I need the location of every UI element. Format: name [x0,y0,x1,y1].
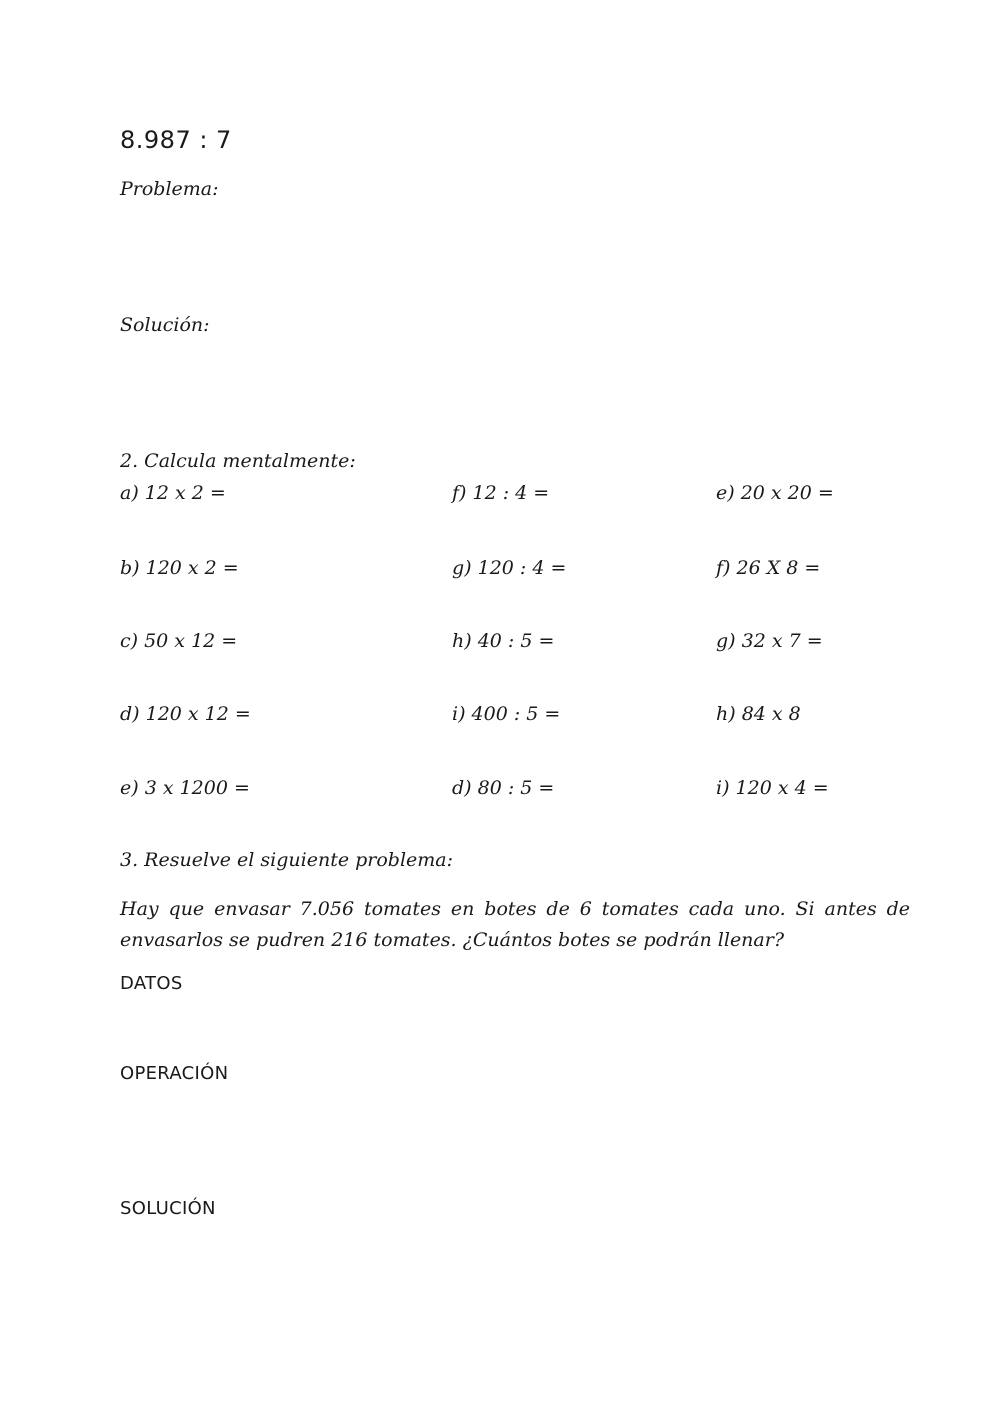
problem-statement: Hay que envasar 7.056 tomates en botes de 6 tomates cada uno. Si antes de envasarlos se pudren 216 tomates. ¿Cuántos botes se podrán llenar? [120,898,910,951]
mental-calc-item: b) 120 x 2 = [120,557,239,579]
mental-calc-item: c) 50 x 12 = [120,630,238,652]
mental-calc-item: h) 84 x 8 [716,703,801,725]
mental-calc-item: e) 3 x 1200 = [120,777,250,799]
mental-calc-item: d) 80 : 5 = [452,777,555,799]
solucion-final-label: SOLUCIÓN [120,1198,216,1219]
mental-calc-item: i) 400 : 5 = [452,703,561,725]
mental-calc-item: f) 12 : 4 = [452,482,550,504]
mental-calc-item: f) 26 X 8 = [716,557,821,579]
section-3-title: 3. Resuelve el siguiente problema: [120,849,454,871]
mental-calc-item: g) 120 : 4 = [452,557,567,579]
division-exercise: 8.987 : 7 [120,126,232,154]
datos-label: DATOS [120,973,183,994]
mental-calc-item: g) 32 x 7 = [716,630,823,652]
mental-calc-item: e) 20 x 20 = [716,482,834,504]
mental-calc-item: h) 40 : 5 = [452,630,555,652]
solucion-label: Solución: [120,314,210,336]
mental-calc-item: d) 120 x 12 = [120,703,251,725]
problema-label: Problema: [120,178,219,200]
mental-calc-item: a) 12 x 2 = [120,482,226,504]
section-2-title: 2. Calcula mentalmente: [120,450,356,472]
operacion-label: OPERACIÓN [120,1063,229,1084]
mental-calc-item: i) 120 x 4 = [716,777,829,799]
